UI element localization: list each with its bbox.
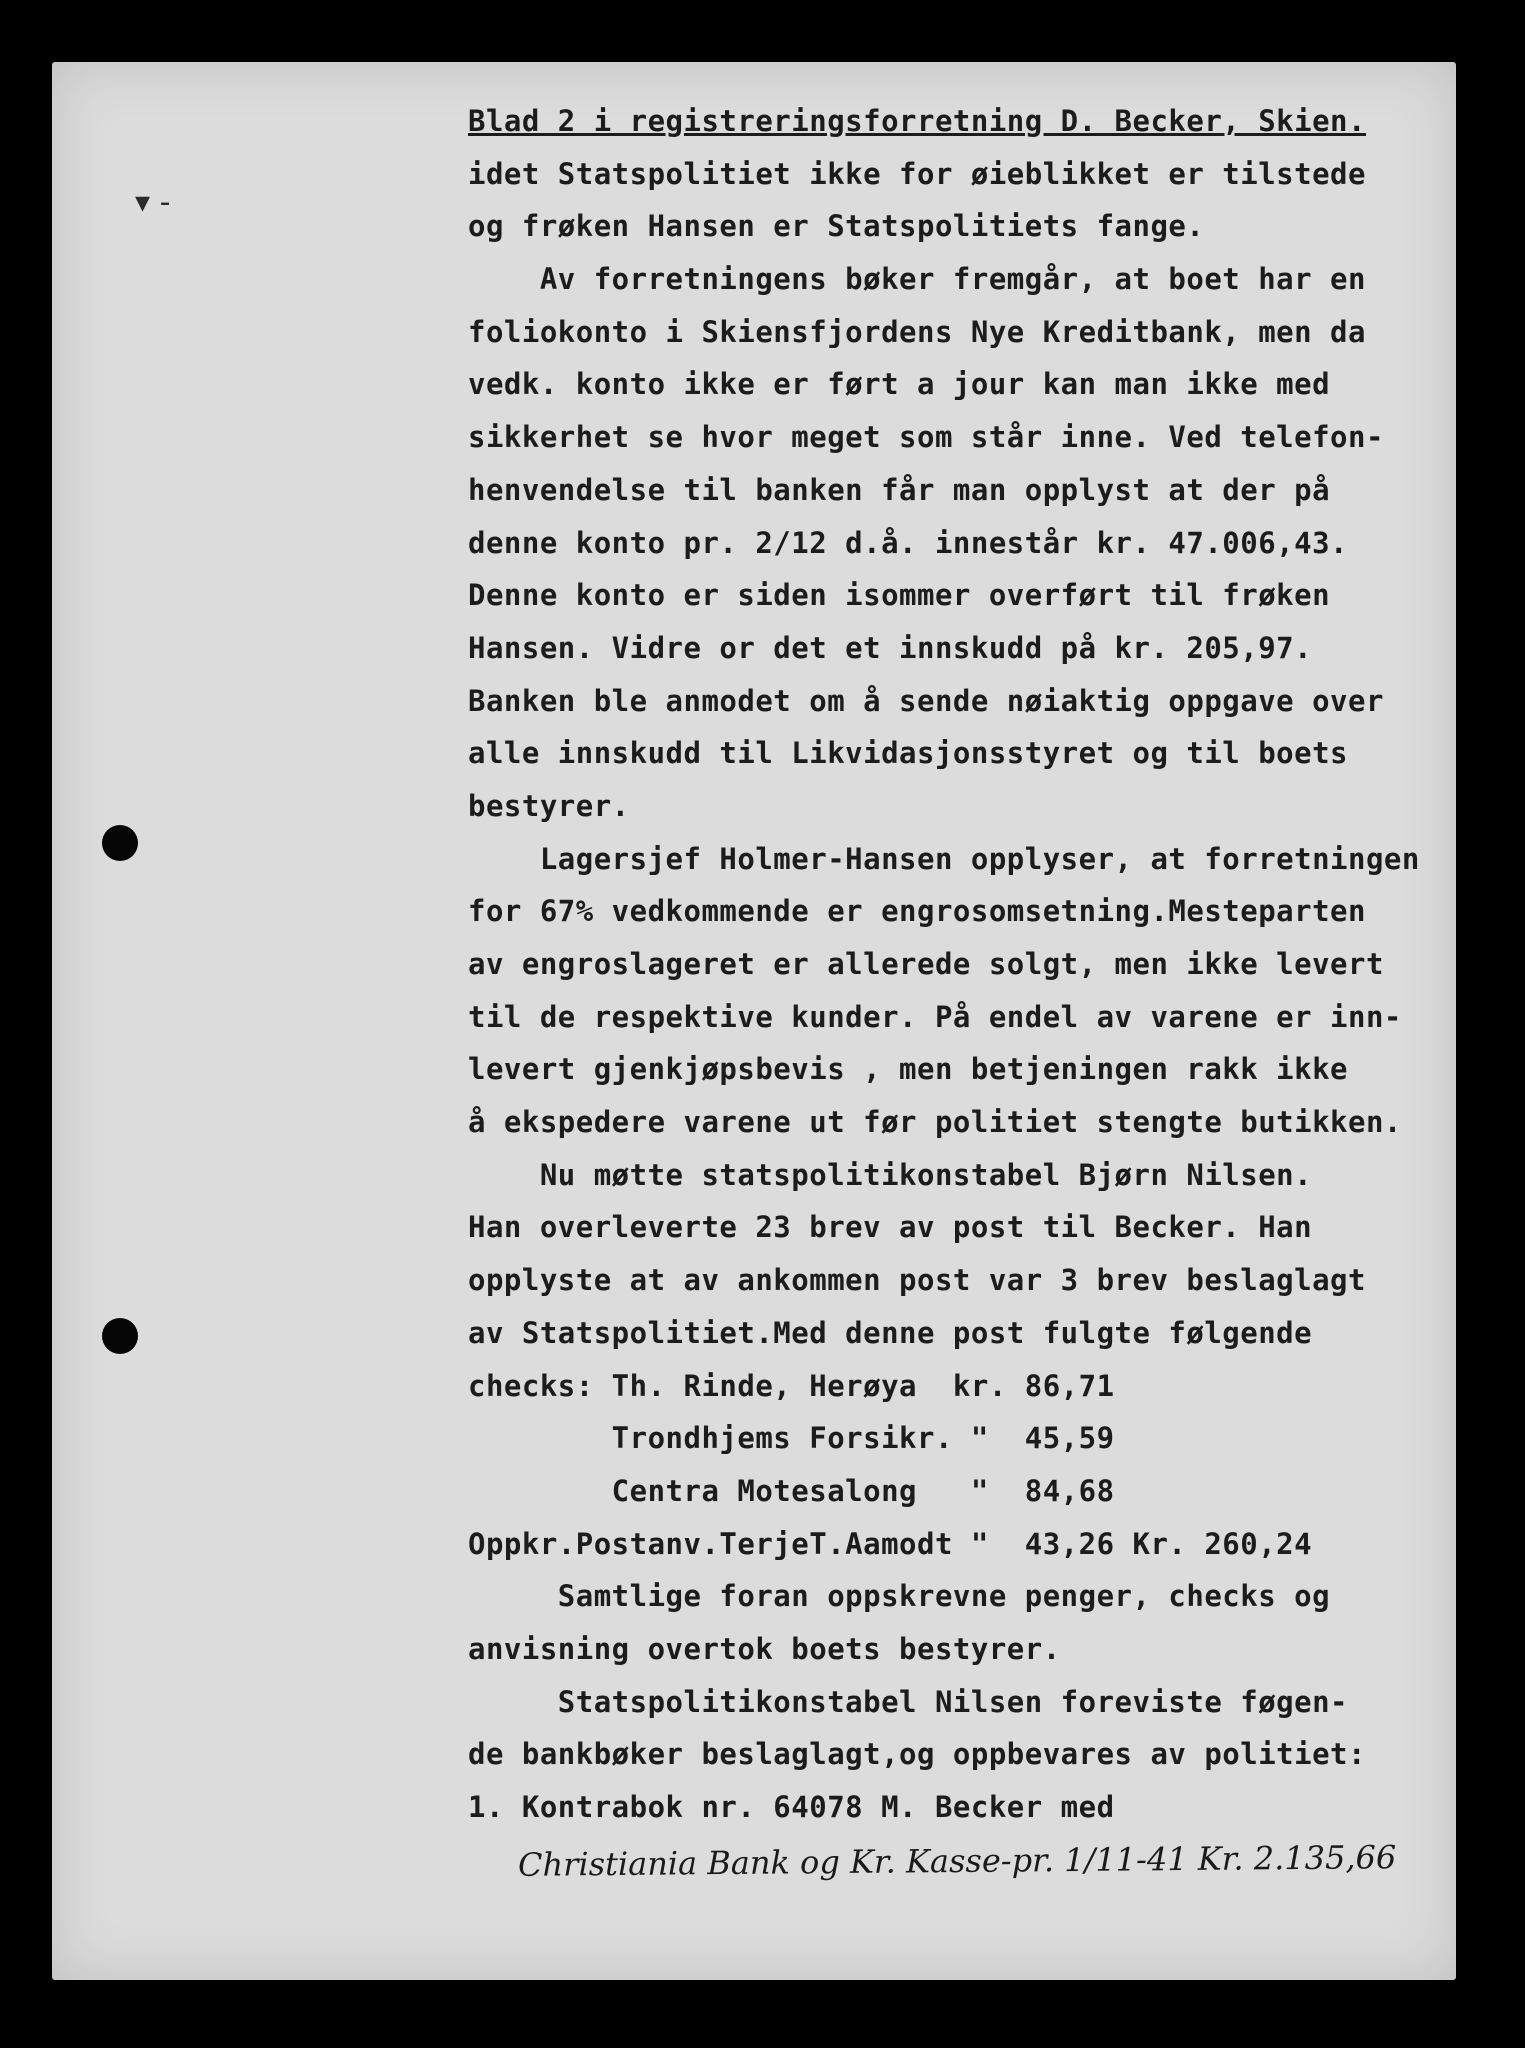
text-line: henvendelse til banken får man opplyst at der på <box>468 472 1331 507</box>
typed-text-block <box>468 95 1428 1834</box>
text-line: denne konto pr. 2/12 d.å. innestår kr. 47.006,43. <box>468 525 1349 560</box>
text-line: Han overleverte 23 brev av post til Becker. Han <box>468 1210 1313 1245</box>
text-line: for 67% vedkommende er engrosomsetning.Mesteparten <box>468 894 1366 929</box>
ink-mark-icon: ▾ ‑ <box>135 185 171 220</box>
text-line: til de respektive kunder. På endel av varene er inn- <box>468 999 1402 1034</box>
punch-hole <box>102 1318 138 1354</box>
text-line: anvisning overtok boets bestyrer. <box>468 1631 1061 1666</box>
text-line: levert gjenkjøpsbevis , men betjeningen rakk ikke <box>468 1052 1349 1087</box>
text-line: Denne konto er siden isommer overført til frøken <box>468 578 1331 613</box>
text-line: sikkerhet se hvor meget som står inne. Ved telefon- <box>468 420 1384 455</box>
punch-hole <box>102 825 138 861</box>
text-line: idet Statspolitiet ikke for øieblikket er tilstede <box>468 156 1366 191</box>
text-line: foliokonto i Skiensfjordens Nye Kreditbank, men da <box>468 314 1366 349</box>
text-line: Av forretningens bøker fremgår, at boet har en <box>468 262 1366 297</box>
text-line: av engroslageret er allerede solgt, men ikke levert <box>468 947 1384 981</box>
text-line: Lagersjef Holmer-Hansen opplyser, at forretningen <box>468 841 1420 876</box>
text-line: Trondhjems Forsikr. " 45,59 <box>468 1421 1115 1456</box>
text-line: Statspolitikonstabel Nilsen foreviste føgen- <box>468 1684 1349 1719</box>
handwritten-annotation: Christiania Bank og Kr. Kasse-pr. 1/11-41 Kr. 2.135,66 <box>517 1838 1397 1884</box>
text-line: checks: Th. Rinde, Herøya kr. 86,71 <box>468 1368 1115 1403</box>
text-line: Centra Motesalong " 84,68 <box>468 1473 1115 1508</box>
text-line: Oppkr.Postanv.TerjeT.Aamodt " 43,26 Kr. 260,24 <box>468 1526 1313 1561</box>
text-lines <box>468 148 1428 1834</box>
text-line: og frøken Hansen er Statspolitiets fange. <box>468 209 1205 244</box>
text-line: alle innskudd til Likvidasjonsstyret og til boets <box>468 736 1349 771</box>
text-line: 1. Kontrabok nr. 64078 M. Becker med <box>468 1790 1115 1824</box>
text-line: de bankbøker beslaglagt,og oppbevares av politiet: <box>468 1737 1366 1772</box>
text-line: opplyste at av ankommen post var 3 brev beslaglagt <box>468 1263 1366 1298</box>
text-line: Samtlige foran oppskrevne penger, checks og <box>468 1579 1331 1614</box>
text-line: å ekspedere varene ut før politiet stengte butikken. <box>468 1105 1402 1140</box>
text-line: av Statspolitiet.Med denne post fulgte følgende <box>468 1315 1313 1350</box>
text-line: Hansen. Vidre or det et innskudd på kr. 205,97. <box>468 630 1313 665</box>
text-line: vedk. konto ikke er ført a jour kan man ikke med <box>468 367 1331 402</box>
text-line: Nu møtte statspolitikonstabel Bjørn Nilsen. <box>468 1157 1313 1192</box>
text-line: bestyrer. <box>468 788 630 823</box>
page-heading: Blad 2 i registreringsforretning D. Becker, Skien. <box>468 104 1366 138</box>
text-line: Banken ble anmodet om å sende nøiaktig oppgave over <box>468 683 1384 718</box>
